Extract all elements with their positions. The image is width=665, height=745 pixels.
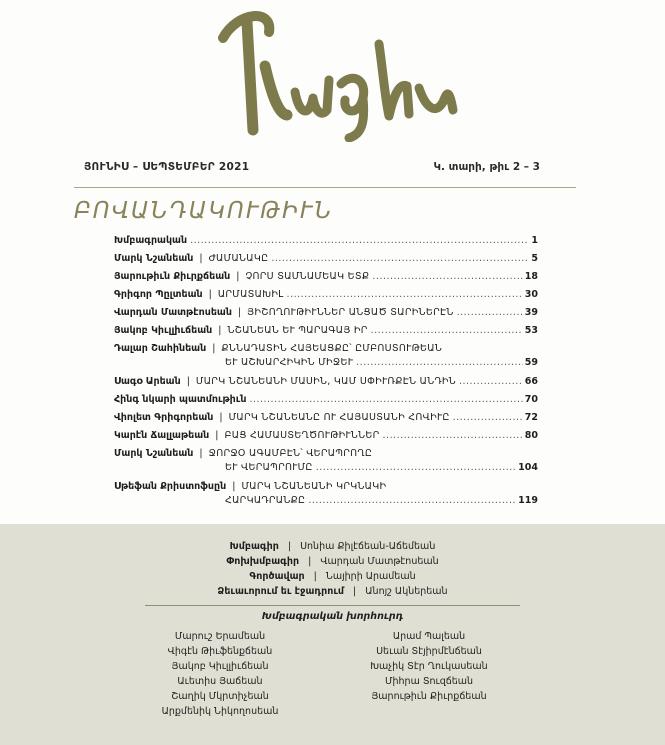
toc-author: Յակոբ Կիւլլիւճեան	[114, 325, 213, 336]
separator-bar: |	[186, 376, 190, 387]
toc-author: Յարութիւն Քիւրքճեան	[114, 271, 231, 282]
toc-entry[interactable]	[114, 429, 538, 443]
board-member: Յակոբ Կիւլլիւճեան	[171, 661, 269, 672]
toc-page-number: 30	[524, 289, 538, 300]
issue-number: Կ. տարի, թիւ 2 – 3	[433, 161, 540, 173]
toc-entry[interactable]	[114, 393, 538, 407]
board-member: Արքմենիկ Նիկողոսեան	[161, 706, 279, 717]
credits-panel	[0, 524, 665, 745]
toc-entry[interactable]	[114, 324, 538, 338]
leader-dots	[356, 356, 523, 370]
separator-bar: |	[199, 448, 203, 459]
board-member: Շաղիկ Մկրտիչեան	[171, 691, 269, 702]
toc-page-number: 1	[531, 235, 538, 246]
toc-author: Կարէն Ճալլաթեան	[114, 430, 210, 441]
board-member: Յարութիւն Քիւրքճեան	[371, 691, 487, 702]
toc-page-number: 104	[518, 462, 538, 473]
separator-bar: |	[237, 307, 242, 318]
toc-title: ՉՈՐՍ ՏԱՄՆԱՄԵԱԿ ԵՏՔ	[245, 271, 370, 282]
toc-page-number: 59	[524, 357, 538, 368]
toc-author: Վիոլետ Գրիգորեան	[114, 412, 214, 423]
toc-page-number: 53	[524, 325, 538, 336]
credit-name: Վարդան Մատթէոսեան	[320, 556, 439, 567]
credit-line	[0, 584, 665, 599]
logo-text: Բագին	[303, 117, 362, 136]
toc-title-continued: ԵՒ ԱՇԽԱՐՀԻԿԻՆ ՄԻՋԵՒ	[225, 357, 354, 368]
leader-dots	[457, 306, 523, 320]
toc-entry[interactable]	[114, 411, 538, 425]
toc-entry[interactable]	[114, 270, 538, 284]
toc-author: Մարկ Նշանեան	[114, 448, 194, 459]
toc-entry[interactable]	[114, 306, 538, 320]
toc-title: ՄԱՐԿ ՆՇԱՆԵԱՆԻ ՄԱՍԻՆ, ԿԱՄ ՍՓԻՒՌՔԷՆ ԱՆԴԻՆ	[195, 376, 456, 387]
toc-entry[interactable]	[114, 447, 538, 475]
toc-title: ՄԱՐԿ ՆՇԱՆԵԱՆԻ ԿՐԿՆԱԿԻ	[241, 481, 387, 492]
leader-dots	[453, 411, 523, 425]
editorial-board-right-column	[329, 629, 529, 704]
separator-bar: |	[353, 586, 357, 597]
leader-dots	[371, 324, 523, 338]
bagin-logo-mark	[203, 2, 463, 142]
credit-role: Գործավար	[249, 571, 305, 582]
toc-author: Հինգ նկարի պատմութիւն	[114, 394, 247, 405]
toc-entry[interactable]	[114, 342, 538, 370]
credit-role: Փոխխմբագիր	[226, 556, 300, 567]
toc-entry[interactable]	[114, 480, 538, 508]
toc-entry[interactable]	[114, 252, 538, 266]
leader-dots	[308, 494, 516, 508]
credit-line	[0, 539, 665, 554]
toc-page-number: 70	[524, 394, 538, 405]
board-member: Վիգէն Թիւֆենքճեան	[167, 646, 273, 657]
toc-entry[interactable]	[114, 234, 538, 248]
toc-page-number: 5	[531, 253, 538, 264]
separator-bar: |	[215, 430, 219, 441]
toc-title-continued: ԵՒ ՎԵՐԱՊՐՈՒՄԸ	[225, 462, 313, 473]
board-divider	[145, 605, 520, 606]
leader-dots	[372, 270, 522, 284]
toc-author: Սթեֆան Քրիստոֆսըն	[114, 481, 227, 492]
toc-title-continued: ՀԱՐԿԱԴՐԱՆՔԸ	[225, 495, 306, 506]
staff-credits	[0, 539, 665, 599]
toc-title: ԱՐՄԱՏԱԽԻԼ	[217, 289, 284, 300]
editorial-board-title: Խմբագրական խորհուրդ	[261, 611, 404, 622]
toc-author: Մարկ Նշանեան	[114, 253, 194, 264]
separator-bar: |	[219, 412, 223, 423]
toc-page-number: 39	[524, 307, 538, 318]
credit-name: Անոյշ Ակներեան	[365, 586, 448, 597]
toc-title: ՄԱՐԿ ՆՇԱՆԵԱՆԸ ՈՒ ՀԱՅԱՍՏԱՆԻ ՀՈՎԻՒԸ	[228, 412, 450, 423]
toc-page-number: 119	[518, 495, 538, 506]
leader-dots	[316, 461, 516, 475]
toc-title: ՅԻՇՈՂՈՒԹԻՒՆՆԵՐ ԱՆՑԱԾ ՏԱՐԻՆԵՐԷՆ	[247, 307, 454, 318]
toc-page-number: 66	[524, 376, 538, 387]
toc-author: Գրիգոր Պըլտեան	[114, 289, 203, 300]
board-member: Արամ Պալեան	[392, 631, 466, 642]
leader-dots	[271, 252, 529, 266]
leader-dots	[459, 375, 523, 389]
credit-line	[0, 554, 665, 569]
toc-title: ԲԱՑ ՀԱՄԱՍՏԵՂԾՈՒԹԻՒՆՆԵՐ	[224, 430, 380, 441]
board-member: Սեւան Տէյիրմէնճեան	[376, 646, 482, 657]
leader-dots	[190, 234, 529, 248]
editorial-board-left-column	[120, 629, 320, 719]
credit-line	[0, 569, 665, 584]
leader-dots	[383, 429, 523, 443]
separator-bar: |	[212, 343, 216, 354]
masthead-logo	[0, 2, 665, 142]
credit-role: Խմբագիր	[229, 541, 279, 552]
toc-title: ԺԱՄԱՆԱԿԸ	[208, 253, 269, 264]
separator-bar: |	[287, 541, 292, 552]
toc-entry[interactable]	[114, 375, 538, 389]
separator-bar: |	[308, 556, 312, 567]
board-member: Մարուշ Երամեան	[174, 631, 266, 642]
separator-bar: |	[313, 571, 317, 582]
board-member: Աւետիս Յաճեան	[177, 676, 263, 687]
issue-period: ՅՈՒՆԻՍ – ՍԵՊՏԵՄԲԵՐ 2021	[84, 161, 250, 173]
toc-author: Խմբագրական	[114, 235, 188, 246]
toc-entry[interactable]	[114, 288, 538, 302]
board-member: Խաչիկ Տէր Ղուկասեան	[370, 661, 488, 672]
credit-name: Սոնիա Քիլէճեան-Աճեմեան	[300, 541, 436, 552]
separator-bar: |	[208, 289, 212, 300]
toc-author: Դալար Շահինեան	[114, 343, 207, 354]
toc-page-number: 80	[524, 430, 538, 441]
header-divider	[74, 187, 576, 188]
board-member: Միհրա Տուզճեան	[384, 676, 473, 687]
toc-heading: ԲՈՎԱՆԴԱԿՈՒԹԻՒՆ	[74, 198, 334, 224]
separator-bar: |	[218, 325, 222, 336]
toc-page-number: 18	[524, 271, 538, 282]
toc-page-number: 72	[524, 412, 538, 423]
toc-title: ՆՇԱՆԵԱՆ ԵՒ ՊԱՐԱԳԱՅ ԻՐ	[227, 325, 368, 336]
credit-name: Նայիրի Արամեան	[325, 571, 416, 582]
separator-bar: |	[236, 271, 240, 282]
toc-title: ՔՆՆԱԴԱՏԻՆ ՀԱՅԵԱՑՔԸ՝ ԸՄԲՈՍՏՈՒԹԵԱՆ	[221, 343, 443, 354]
toc-author: Սագօ Արեան	[114, 376, 181, 387]
toc-author: Վարդան Մատթէոսեան	[114, 307, 232, 318]
separator-bar: |	[232, 481, 236, 492]
leader-dots	[287, 288, 523, 302]
toc-title: ՋՈՐՋՕ ԱԳԱՄԲԷՆ՝ ՎԵՐԱՊՐՈՂԸ	[208, 448, 373, 459]
separator-bar: |	[199, 253, 203, 264]
credit-role: Ձեւաւորում եւ էջադրում	[217, 586, 344, 597]
leader-dots	[249, 393, 522, 407]
